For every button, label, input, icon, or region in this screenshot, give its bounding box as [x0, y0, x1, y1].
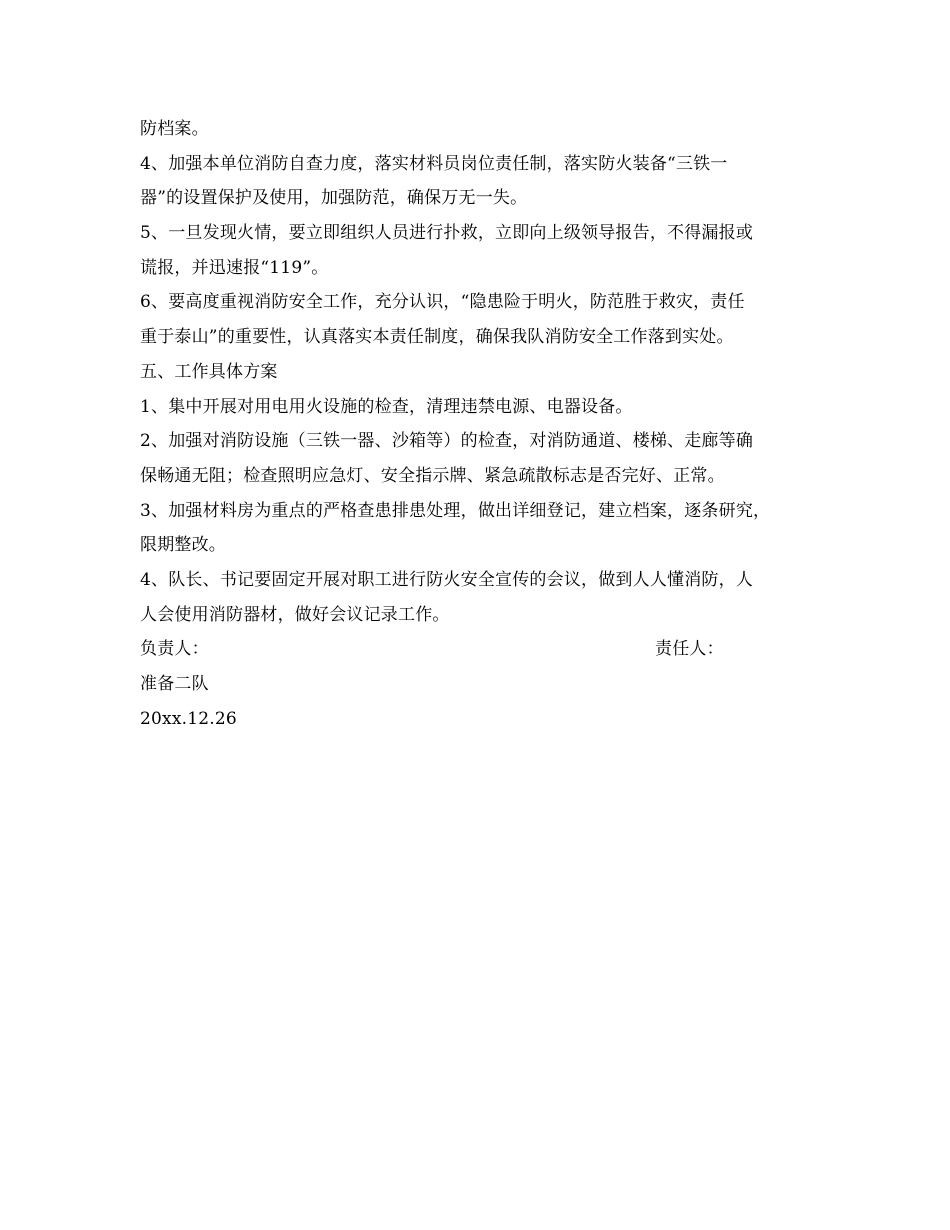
- text-line: 5、一旦发现火情，要立即组织人员进行扑救，立即向上级领导报告，不得漏报或: [140, 223, 754, 244]
- text-line: 器”的设置保护及使用，加强防范，确保万无一失。: [140, 188, 528, 209]
- text-line: 谎报，并迅速报“119”。: [140, 257, 329, 278]
- text-line: 保畅通无阻；检查照明应急灯、安全指示牌、紧急疏散标志是否完好、正常。: [140, 465, 725, 486]
- text-line: 人会使用消防器材，做好会议记录工作。: [140, 604, 450, 625]
- text-line: 限期整改。: [140, 535, 226, 556]
- text-line: 重于泰山”的重要性，认真落实本责任制度，确保我队消防安全工作落到实处。: [140, 327, 734, 348]
- unit-name: 准备二队: [140, 674, 209, 694]
- document-date: 20xx.12.26: [140, 708, 237, 729]
- responsible-person-label: 责任人：: [655, 639, 724, 660]
- text-line: 3、加强材料房为重点的严格查患排患处理，做出详细登记，建立档案，逐条研究，: [140, 500, 771, 521]
- text-line: 6、要高度重视消防安全工作，充分认识，“隐患险于明火，防范胜于救灾，责任: [140, 292, 745, 313]
- section-heading: 五、工作具体方案: [140, 361, 278, 382]
- text-line: 防档案。: [140, 119, 209, 139]
- text-line: 4、队长、书记要固定开展对职工进行防火安全宣传的会议，做到人人懂消防，人: [140, 569, 754, 590]
- signature-row: [140, 632, 840, 667]
- text-line: 1、集中开展对用电用火设施的检查，清理违禁电源、电器设备。: [140, 396, 633, 417]
- text-line: 2、加强对消防设施（三铁一器、沙箱等）的检查，对消防通道、楼梯、走廊等确: [140, 431, 754, 452]
- document-body: [140, 112, 840, 736]
- responsible-leader-label: 负责人：: [140, 639, 209, 660]
- text-line: 4、加强本单位消防自查力度，落实材料员岗位责任制，落实防火装备“三铁一: [140, 153, 728, 174]
